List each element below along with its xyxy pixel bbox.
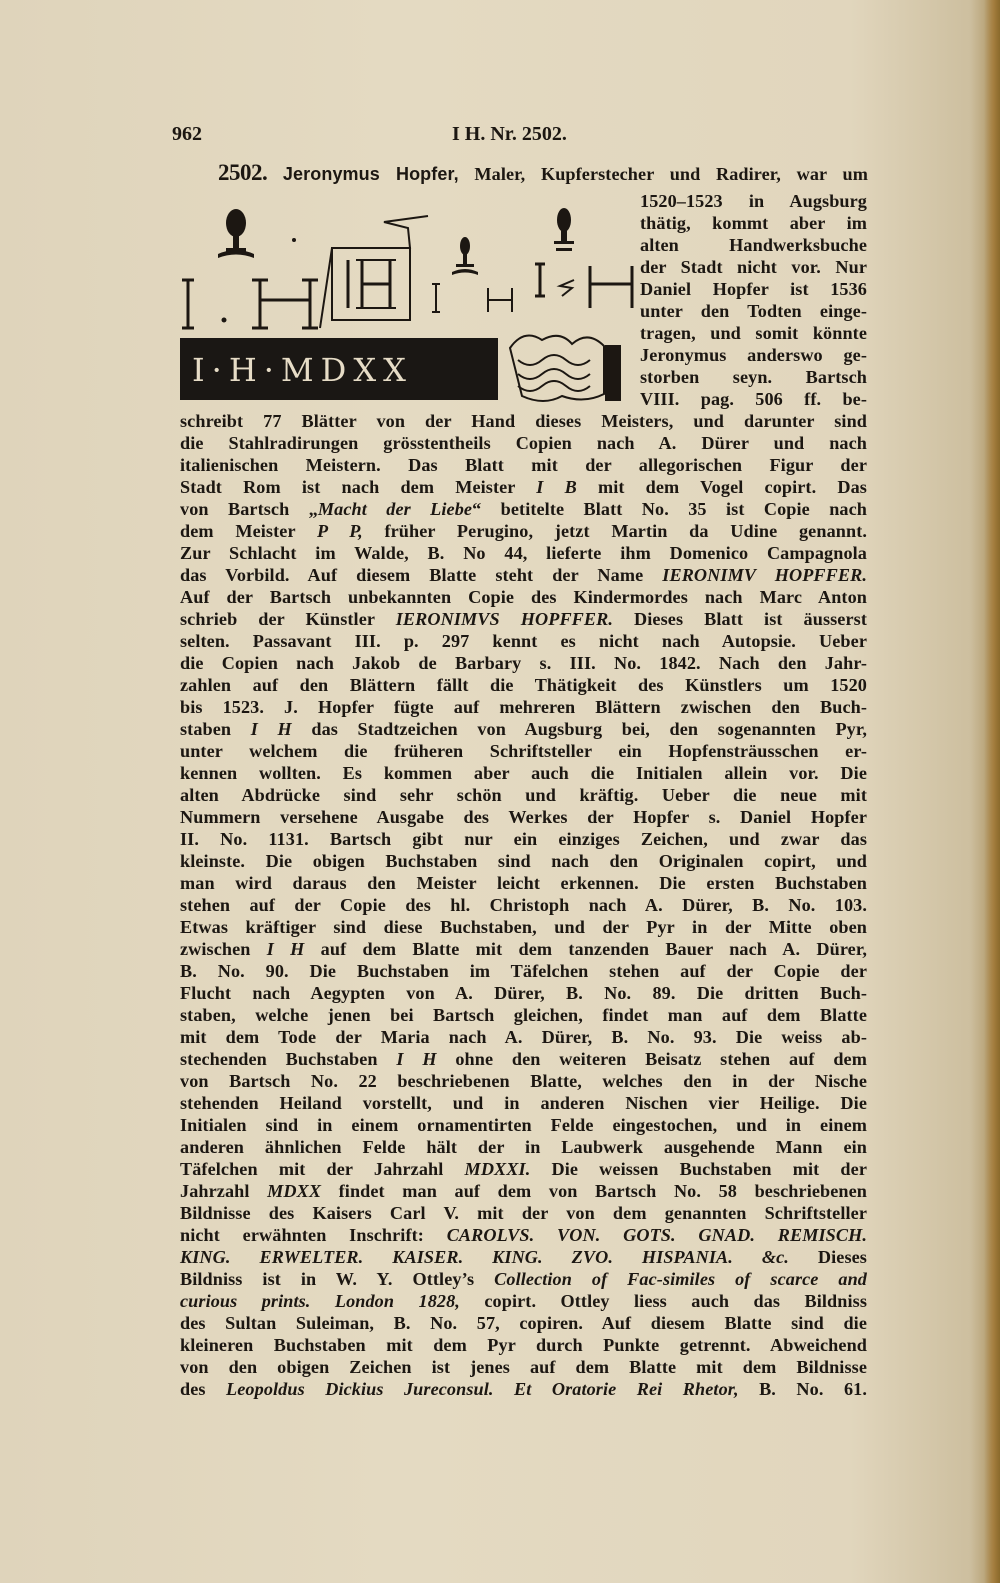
text-line-l13: die Copien nach Jakob de Barbary s. III. No. 1842. Nach den Jahr- (180, 653, 867, 673)
l7-a: dem Meister (180, 521, 317, 541)
text-line-l16 (180, 718, 867, 740)
l6-i: Macht der Liebe (317, 499, 473, 519)
page-number: 962 (172, 123, 202, 145)
monogram-i-dot-h-1 (182, 280, 318, 328)
text-line-l3: die Stahlradirungen grösstentheils Copien nach A. Dürer und nach (180, 433, 867, 453)
l16-b: das Stadtzeichen von Augsburg bei, den sogenannten Pyr, (291, 719, 868, 739)
text-line-r9: storben seyn. Bartsch (640, 367, 867, 387)
l11-i: IERONIMVS HOPFFER. (395, 609, 614, 629)
l31-b: ohne den weiteren Beisatz stehen auf dem (436, 1049, 867, 1069)
separator-dot-1 (222, 318, 227, 323)
text-line-l46 (180, 1378, 867, 1400)
text-line-l32: von Bartsch No. 22 beschriebenen Blatte, welches den in der Nische (180, 1071, 867, 1091)
text-line-r6: unter den Todten einge- (640, 301, 867, 321)
text-line-r7: tragen, und somit könnte (640, 323, 867, 343)
l11-b: Dieses Blatt ist äusserst (613, 609, 867, 629)
text-line-l34: Initialen sind in einem ornamentirten Felde eingestochen, und in einem (180, 1115, 867, 1135)
text-line-l7 (180, 520, 867, 542)
l46-a: des (180, 1379, 227, 1399)
ornament-field (510, 336, 620, 402)
text-line-l18: kennen wollten. Es kommen aber auch die Initialen allein vor. Die (180, 763, 867, 783)
l46-i: Leopoldus Dickius Jureconsul. Et Oratorie Rei Rhetor, (226, 1379, 739, 1399)
l37-a: Jahrzahl (180, 1181, 268, 1201)
pyr-mark-2 (452, 237, 478, 275)
text-line-l37 (180, 1180, 867, 1202)
l39-a: nicht erwähnten Inschrift: (180, 1225, 447, 1245)
entry-name: Jeronymus Hopfer, (282, 164, 459, 184)
text-line-l14: zahlen auf den Blättern fällt die Thätigkeit des Künstlers um 1520 (180, 675, 867, 695)
l36-a: Täfelchen mit der Jahrzahl (180, 1159, 465, 1179)
text-line-r8: Jeronymus anderswo ge- (640, 345, 867, 365)
text-line-l20: Nummern versehene Ausgabe des Werkes der Hopfer s. Daniel Hopfer (180, 807, 867, 827)
l9-i: IERONIMV HOPFFER. (662, 565, 867, 585)
text-line-l9 (180, 564, 867, 586)
l9-a: das Vorbild. Auf diesem Blatte steht der Name (180, 565, 663, 585)
l40-i: KING. ERWELTER. KAISER. KING. ZVO. HISPANIA. &c. (180, 1247, 789, 1267)
monogram-i-pyr-h-2 (432, 284, 512, 312)
plate-inscription: I·H·MDXX (192, 351, 413, 389)
text-line-r5: Daniel Hopfer ist 1536 (640, 279, 867, 299)
text-line-l12: selten. Passavant III. p. 297 kennt es nicht nach Autopsie. Ueber (180, 631, 867, 651)
tablet-mark (320, 216, 428, 328)
l6-b: “ betitelte Blatt No. 35 ist Copie nach (472, 499, 867, 519)
text-line-l24: stehen auf der Copie des hl. Christoph nach A. Dürer, B. No. 103. (180, 895, 867, 915)
pyr-mark-3 (554, 208, 574, 296)
text-line-r2: thätig, kommt aber im (640, 213, 867, 233)
text-line-l33: stehenden Heiland vorstellt, und in anderen Nischen vier Heilige. Die (180, 1093, 867, 1113)
l36-i: MDXXI. (464, 1159, 531, 1179)
l5-b: mit dem Vogel copirt. Das (576, 477, 867, 497)
text-line-l19: alten Abdrücke sind sehr schön und kräftig. Ueber die neue mit (180, 785, 867, 805)
text-line-l42 (180, 1290, 867, 1312)
l7-b: früher Perugino, jetzt Martin da Udine genannt. (362, 521, 867, 541)
l16-a: staben (180, 719, 251, 739)
l26-i: I H (266, 939, 305, 959)
l41-a: Bildniss ist in W. Y. Ottley’s (180, 1269, 495, 1289)
l6-a: von Bartsch „ (180, 499, 318, 519)
text-line-l23: man wird daraus den Meister leicht erkennen. Die ersten Buchstaben (180, 873, 867, 893)
running-header (172, 117, 872, 151)
pyr-mark-1 (218, 209, 254, 258)
l42-b: copirt. Ottley liess auch das Bildniss (459, 1291, 867, 1311)
text-line-l27: B. No. 90. Die Buchstaben im Täfelchen stehen auf der Copie der (180, 961, 867, 981)
page-edge-shadow (984, 0, 1000, 1583)
l16-i: I H (250, 719, 292, 739)
l11-a: schrieb der Künstler (180, 609, 396, 629)
text-line-l5 (180, 476, 867, 498)
entry-number: 2502. (218, 160, 268, 185)
text-line-l1: Maler, Kupferstecher und Radirer, war um (474, 164, 869, 184)
l46-b: B. No. 61. (738, 1379, 867, 1399)
l37-b: findet man auf dem von Bartsch No. 58 beschriebenen (321, 1181, 868, 1201)
l41-i: Collection of Fac-similes of scarce and (494, 1269, 868, 1289)
text-line-l35: anderen ähnlichen Felde hält der in Laubwerk ausgehende Mann ein (180, 1137, 867, 1157)
text-line-r10: VIII. pag. 506 ff. be- (640, 389, 867, 409)
text-line-l6 (180, 498, 867, 520)
l5-i: I B (536, 477, 577, 497)
l31-a: stechenden Buchstaben (180, 1049, 397, 1069)
text-line-l2: schreibt 77 Blätter von der Hand dieses Meisters, und darunter sind (180, 411, 867, 431)
text-line-l11 (180, 608, 867, 630)
text-line-r1: 1520–1523 in Augsburg (640, 191, 867, 211)
text-line-l45: von den obigen Zeichen ist jenes auf dem Blatte mit dem Bildnisse (180, 1357, 867, 1377)
text-line-r4: der Stadt nicht vor. Nur (640, 257, 867, 277)
text-line-l26 (180, 938, 867, 960)
l37-i: MDXX (267, 1181, 322, 1201)
running-title: I H. Nr. 2502. (452, 123, 567, 145)
text-line-l21: II. No. 1131. Bartsch gibt nur ein einziges Zeichen, und zwar das (180, 829, 867, 849)
text-line-r3: alten Handwerksbuche (640, 235, 867, 255)
text-line-l36 (180, 1158, 867, 1180)
text-line-l38: Bildnisse des Kaisers Carl V. mit der von dem genannten Schriftsteller (180, 1203, 867, 1223)
text-line-l30: mit dem Tode der Maria nach A. Dürer, B. No. 93. Die weiss ab- (180, 1027, 867, 1047)
text-line-l4: italienischen Meistern. Das Blatt mit der allegorischen Figur der (180, 455, 867, 475)
l39-i: CAROLVS. VON. GOTS. GNAD. REMISCH. (446, 1225, 867, 1245)
text-line-l10: Auf der Bartsch unbekannten Copie des Kindermordes nach Marc Anton (180, 587, 867, 607)
monogram-i-h-pyr-3 (535, 264, 632, 308)
l42-i: curious prints. London 1828, (180, 1291, 460, 1311)
text-line-l40 (180, 1246, 867, 1268)
text-line-l41 (180, 1268, 867, 1290)
text-line-l17: unter welchem die früheren Schriftsteller ein Hopfensträusschen er- (180, 741, 867, 761)
text-line-l15: bis 1523. J. Hopfer fügte auf mehreren Blättern zwischen den Buch- (180, 697, 867, 717)
text-line-l29: staben, welche jenen bei Bartsch gleichen, findet man auf dem Blatte (180, 1005, 867, 1025)
monogram-figure (170, 188, 640, 413)
text-line-l22: kleinste. Die obigen Buchstaben sind nach den Originalen copirt, und (180, 851, 867, 871)
text-line-l28: Flucht nach Aegypten von A. Dürer, B. No. 89. Die dritten Buch- (180, 983, 867, 1003)
text-line-l31 (180, 1048, 867, 1070)
entry-heading-line (218, 162, 868, 185)
l26-b: auf dem Blatte mit dem tanzenden Bauer nach A. Dürer, (304, 939, 867, 959)
text-line-l44: kleineren Buchstaben mit dem Pyr durch Punkte getrennt. Abweichend (180, 1335, 867, 1355)
l40-b: Dieses (788, 1247, 867, 1267)
text-line-l25: Etwas kräftiger sind diese Buchstaben, und der Pyr in der Mitte oben (180, 917, 867, 937)
text-line-l39 (180, 1224, 867, 1246)
separator-dot-2 (292, 238, 296, 242)
l31-i: I H (396, 1049, 437, 1069)
monogram-illustrations (170, 188, 640, 413)
l36-b: Die weissen Buchstaben mit der (530, 1159, 867, 1179)
l5-a: Stadt Rom ist nach dem Meister (180, 477, 537, 497)
text-line-l43: des Sultan Suleiman, B. No. 57, copiren. Auf diesem Blatte sind die (180, 1313, 867, 1333)
l7-i: P P, (317, 521, 363, 541)
l26-a: zwischen (180, 939, 267, 959)
text-line-l8: Zur Schlacht im Walde, B. No 44, lieferte ihm Domenico Campagnola (180, 543, 867, 563)
